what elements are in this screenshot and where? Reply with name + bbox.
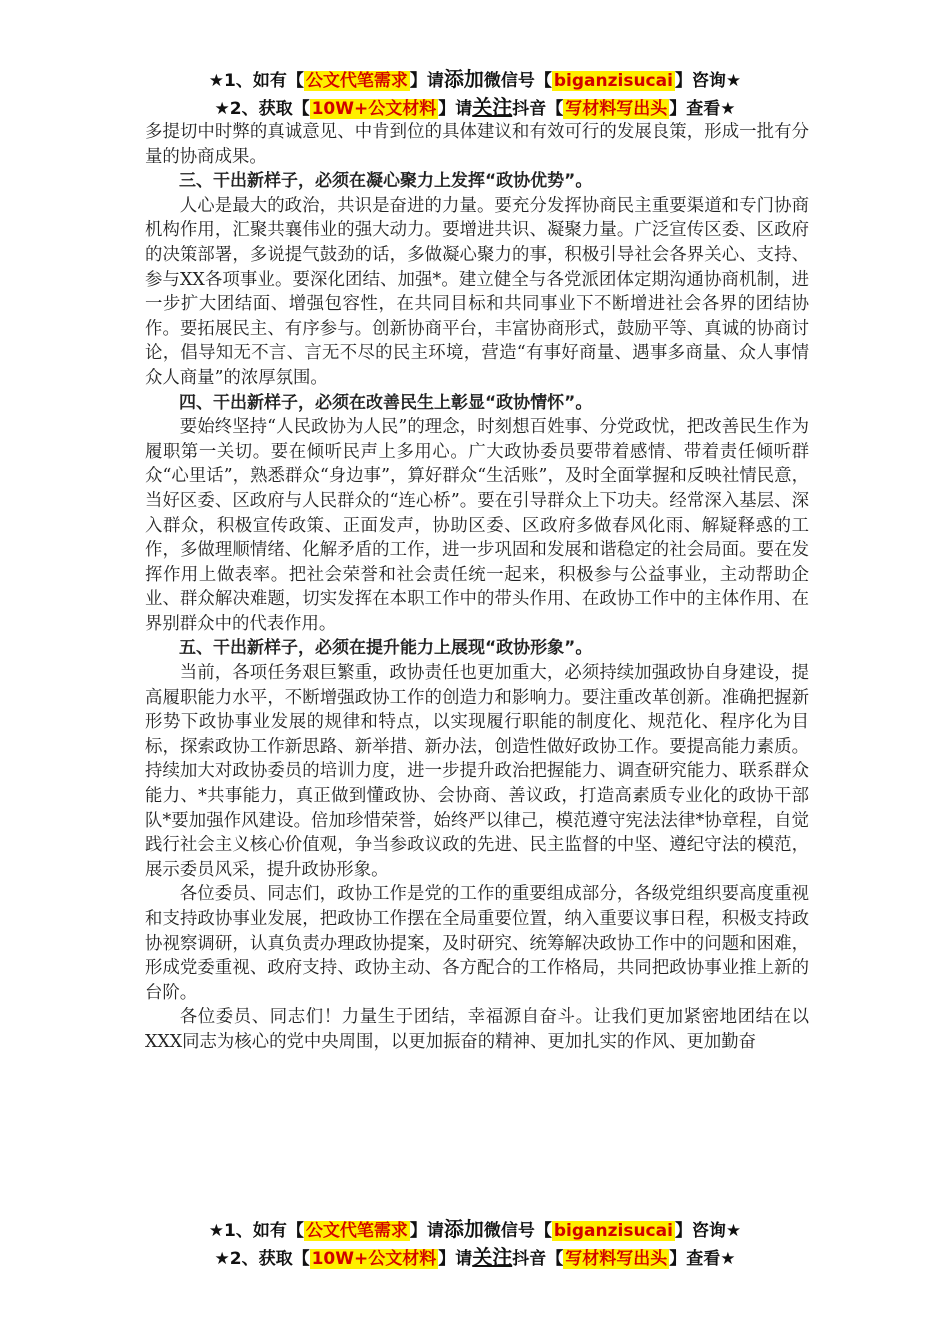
bottom-line2-highlight-2: 写材料写出头 [565, 1249, 668, 1269]
bottom-banner [0, 1216, 950, 1272]
bottom-line1-emphasis: 添加 [443, 1217, 484, 1241]
banner-line2-highlight-1: 10W+公文材料 [311, 99, 437, 119]
bottom-banner-line-2 [0, 1244, 950, 1272]
section-heading-3: 三、干出新样子，必须在凝心聚力上发挥“政协优势”。 [179, 171, 593, 192]
banner-line1-emphasis: 添加 [443, 67, 484, 91]
top-banner [0, 66, 950, 122]
bottom-line2-emphasis: 关注 [472, 1245, 513, 1269]
paragraph-closing-2: 各位委员、同志们！力量生于团结，幸福源自奋斗。让我们更加紧密地团结在以XXX同志为核心的党中央周围，以更加振奋的精神、更加扎实的作风、更加勤奋 [145, 1007, 809, 1052]
bottom-line1-mid-2: 微信号【 [483, 1221, 552, 1241]
bottom-line2-highlight-1: 10W+公文材料 [311, 1249, 437, 1269]
bottom-banner-line-1 [0, 1216, 950, 1244]
paragraph-section-5: 当前，各项任务艰巨繁重，政协责任也更加重大，必须持续加强政协自身建设，提高履职能力水平，不断增强政协工作的创造力和影响力。要注重改革创新。准确把握新形势下政协事业发展的规律和特点，以实现履行职能的制度化、规范化、程序化为目标，探索政协工作新思路、新举措、新办法，创造性做好政协工作。要提高能力素质。持续加大对政协委员的培训力度，进一步提升政治把握能力、调查研究能力、联系群众能力、*共事能力，真正做到懂政协、会协商、善议政，打造高素质专业化的政协干部队*要加强作风建设。倍加珍惜荣誉，始终严以律己，模范遵守宪法法律*协章程，自觉践行社会主义核心价值观，争当参政议政的先进、民主监督的中坚、遵纪守法的模范，展示委员风采，提升政协形象。 [145, 663, 809, 880]
bottom-line1-suffix: 】咨询★ [674, 1221, 742, 1241]
banner-line-1 [0, 66, 950, 94]
bottom-line1-prefix: ★1、如有【 [208, 1221, 304, 1241]
bottom-line2-mid-2: 抖音【 [512, 1249, 564, 1269]
banner-line1-highlight-2: biganzisucai [553, 71, 673, 91]
paragraph-continuation: 多提切中时弊的真诚意见、中肯到位的具体建议和有效可行的发展良策，形成一批有分量的协商成果。 [145, 122, 809, 167]
section-heading-5: 五、干出新样子，必须在提升能力上展现“政协形象”。 [179, 638, 593, 659]
banner-line2-highlight-2: 写材料写出头 [565, 99, 668, 119]
banner-line1-mid-1: 】请 [409, 71, 444, 91]
paragraph-section-3: 人心是最大的政治，共识是奋进的力量。要充分发挥协商民主重要渠道和专门协商机构作用，汇聚共襄伟业的强大动力。要增进共识、凝聚力量。广泛宣传区委、区政府的决策部署，多说提气鼓劲的话，多做凝心聚力的事，积极引导社会各界关心、支持、参与XX各项事业。要深化团结、加强*。建立健全与各党派团体定期沟通协商机制，进一步扩大团结面、增强包容性，在共同目标和共同事业下不断增进社会各界的团结协作。要拓展民主、有序参与。创新协商平台，丰富协商形式，鼓励平等、真诚的协商讨论，倡导知无不言、言无不尽的民主环境，营造“有事好商量、遇事多商量、众人事情众人商量”的浓厚氛围。 [145, 195, 809, 388]
banner-line2-suffix: 】查看★ [669, 99, 736, 119]
banner-line1-prefix: ★1、如有【 [208, 71, 304, 91]
banner-line2-emphasis: 关注 [472, 95, 513, 119]
paragraph-section-4: 要始终坚持“人民政协为人民”的理念，时刻想百姓事、分党政忧，把改善民生作为履职第一关切。要在倾听民声上多用心。广大政协委员要带着感情、带着责任倾听群众“心里话”，熟悉群众“身边事”，算好群众“生活账”，及时全面掌握和反映社情民意，当好区委、区政府与人民群众的“连心桥”。要在引导群众上下功夫。经常深入基层、深入群众，积极宣传政策、正面发声，协助区委、区政府多做春风化雨、解疑释惑的工作，多做理顺情绪、化解矛盾的工作，进一步巩固和发展和谐稳定的社会局面。要在发挥作用上做表率。把社会荣誉和社会责任统一起来，积极参与公益事业，主动帮助企业、群众解决难题，切实发挥在本职工作中的带头作用、在政协工作中的主体作用、在界别群众中的代表作用。 [145, 417, 809, 634]
bottom-line2-suffix: 】查看★ [669, 1249, 736, 1269]
bottom-line2-prefix: ★2、获取【 [214, 1249, 310, 1269]
bottom-line1-highlight-1: 公文代笔需求 [305, 1221, 408, 1241]
paragraph-closing-1: 各位委员、同志们，政协工作是党的工作的重要组成部分，各级党组织要高度重视和支持政协事业发展，把政协工作摆在全局重要位置，纳入重要议事日程，积极支持政协视察调研，认真负责办理政协提案，及时研究、统筹解决政协工作中的问题和困难，形成党委重视、政府支持、政协主动、各方配合的工作格局，共同把政协事业推上新的台阶。 [145, 884, 809, 1003]
bottom-line2-mid-1: 】请 [438, 1249, 473, 1269]
section-heading-4: 四、干出新样子，必须在改善民生上彰显“政协情怀”。 [179, 392, 593, 413]
document-body [145, 120, 809, 1055]
banner-line1-highlight-1: 公文代笔需求 [305, 71, 408, 91]
banner-line2-mid-1: 】请 [438, 99, 473, 119]
banner-line1-mid-2: 微信号【 [483, 71, 552, 91]
bottom-line1-highlight-2: biganzisucai [553, 1221, 673, 1241]
bottom-line1-mid-1: 】请 [409, 1221, 444, 1241]
banner-line2-mid-2: 抖音【 [512, 99, 564, 119]
banner-line1-suffix: 】咨询★ [674, 71, 742, 91]
banner-line-2 [0, 94, 950, 122]
banner-line2-prefix: ★2、获取【 [214, 99, 310, 119]
